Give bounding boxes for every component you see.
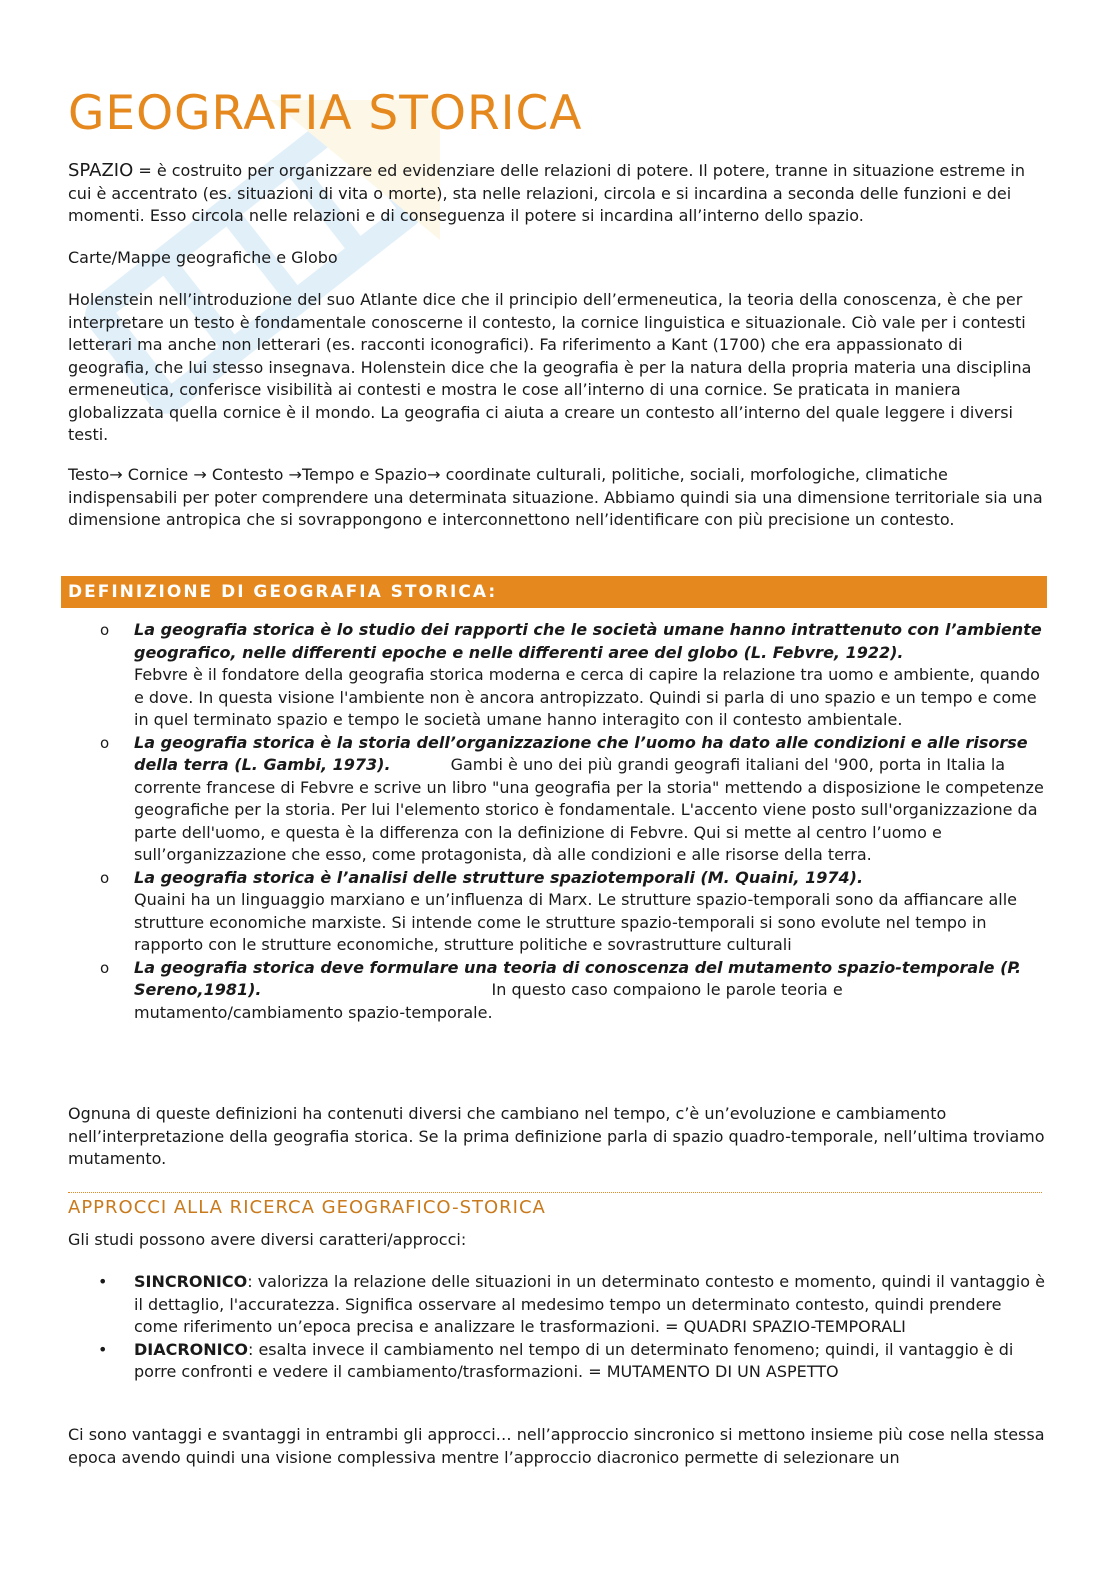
- section-heading-definizione: DEFINIZIONE DI GEOGRAFIA STORICA:: [61, 576, 1047, 608]
- approaches-list: [68, 1271, 1046, 1384]
- definition-quote: La geografia storica deve formulare una teoria di conoscenza del mutamento spazio-temporale (P. Sereno,1981).: [134, 957, 1022, 999]
- definition-list: [68, 619, 1046, 1024]
- holenstein-paragraph: Holenstein nell’introduzione del suo Atlante dice che il principio dell’ermeneutica, la teoria della conoscenza, è che per interpretare un testo è fondamentale conoscerne il contesto, la cornice linguistica e situazionale. Ciò vale per i contesti letterari ma anche non letterari (es. racconti iconografici). Fa riferimento a Kant (1700) che era appassionato di geografia, che lui stesso insegnava. Holenstein dice che la geografia è per la natura della propria materia una disciplina ermeneutica, conferisce visibilità ai contesti e mostra le cose all’interno di una cornice. Se praticata in maniera globalizzata quella cornice è il mondo. La geografia ci aiuta a creare un contesto all’interno del quale leggere i diversi testi.: [68, 290, 1032, 444]
- section-divider: [68, 1192, 1042, 1193]
- list-marker: o: [100, 868, 110, 887]
- closing-paragraph: Ci sono vantaggi e svantaggi in entrambi gli approcci… nell’approccio sincronico si mettono insieme più cose nella stessa epoca avendo quindi una visione complessiva mentre l’approccio diacronico permette di selezionare un: [68, 1425, 1045, 1467]
- definition-item: [68, 957, 1046, 1025]
- definition-item: [68, 732, 1046, 867]
- definition-quote: La geografia storica è l’analisi delle strutture spaziotemporali (M. Quaini, 1974).: [134, 867, 864, 887]
- definition-comment: Quaini ha un linguaggio marxiano e un’influenza di Marx. Le strutture spazio-temporali sono da affiancare alle strutture economiche marxiste. Si intende come le strutture spazio-temporali si sono evolute nel tempo in rapporto con le strutture economiche, strutture politiche e sovrastrutture culturali: [134, 890, 1017, 954]
- definition-comment: Gambi è uno dei più grandi geografi italiani del '900, porta in Italia la corrente francese di Febvre e scrive un libro "una geografia per la storia" mettendo a disposizione le competenze geografiche per la storia. Per lui l'elemento storico è fondamentale. L'accento viene posto sull'organizzazione da parte dell'uomo, e questa è la differenza con la definizione di Febvre. Qui si mette al centro l’uomo e sull’organizzazione che esso, come protagonista, dà alle condizioni e alle risorse della terra.: [134, 755, 1044, 864]
- definition-item: [68, 619, 1046, 732]
- bullet-marker: •: [98, 1339, 108, 1359]
- approach-text: : esalta invece il cambiamento nel tempo di un determinato fenomeno; quindi, il vantaggio è di porre confronti e vedere il cambiamento/trasformazioni. = MUTAMENTO DI UN ASPETTO: [134, 1339, 1014, 1381]
- approach-text: : valorizza la relazione delle situazioni in un determinato contesto e momento, quindi il vantaggio è il dettaglio, l'accuratezza. Significa osservare al medesimo tempo un determinato contesto, quindi prendere come riferimento un’epoca precisa e analizzare le trasformazioni. = QUADRI SPAZIO-TEMPORALI: [134, 1272, 1045, 1336]
- list-marker: o: [100, 621, 110, 639]
- intro-paragraph: [68, 160, 1046, 228]
- list-marker: o: [100, 733, 110, 752]
- subtopic-line: Carte/Mappe geografiche e Globo: [68, 248, 338, 267]
- intro-lead: SPAZIO: [68, 160, 134, 181]
- list-marker: o: [100, 958, 110, 977]
- list-item: [68, 1339, 1046, 1384]
- definition-quote: La geografia storica è lo studio dei rapporti che le società umane hanno intrattenuto con l’ambiente geografico, nelle differenti epoche e nelle differenti aree del globo (L. Febvre, 1922).: [134, 620, 1042, 662]
- approach-term: DIACRONICO: [134, 1339, 248, 1359]
- bullet-marker: •: [98, 1272, 108, 1291]
- list-item: [68, 1271, 1046, 1339]
- definition-quote: La geografia storica è la storia dell’organizzazione che l’uomo ha dato alle condizioni e alle risorse della terra (L. Gambi, 1973).: [134, 732, 1028, 774]
- approaches-intro: Gli studi possono avere diversi caratteri/approcci:: [68, 1230, 467, 1249]
- chain-paragraph: Testo→ Cornice → Contesto →Tempo e Spazio→ coordinate culturali, politiche, sociali, morfologiche, climatiche indispensabili per poter comprendere una determinata situazione. Abbiamo quindi sia una dimensione territoriale sia una dimensione antropica che si sovrappongono e interconnettono nell’identificare con più precisione un contesto.: [68, 465, 1043, 529]
- approach-term: SINCRONICO: [134, 1272, 248, 1291]
- summary-paragraph: Ognuna di queste definizioni ha contenuti diversi che cambiano nel tempo, c’è un’evoluzione e cambiamento nell’interpretazione della geografia storica. Se la prima definizione parla di spazio quadro-temporale, nell’ultima troviamo mutamento.: [68, 1104, 1045, 1168]
- page-title: GEOGRAFIA STORICA: [68, 86, 583, 141]
- definition-comment: Febvre è il fondatore della geografia storica moderna e cerca di capire la relazione tra uomo e ambiente, quando e dove. In questa visione l'ambiente non è ancora antropizzato. Quindi si parla di uno spazio e un tempo e come in quel terminato spazio e tempo le società umane hanno interagito con il contesto ambientale.: [134, 665, 1040, 729]
- intro-text: = è costruito per organizzare ed evidenziare delle relazioni di potere. Il potere, tranne in situazione estreme in cui è accentrato (es. situazioni di vita o morte), sta nelle relazioni, circola e si incardina a seconda delle funzioni e dei momenti. Esso circola nelle relazioni e di conseguenza il potere si incardina all’interno dello spazio.: [68, 161, 1025, 225]
- definition-comment: In questo caso compaiono le parole teoria e mutamento/cambiamento spazio-temporale.: [134, 980, 843, 1022]
- definition-item: [68, 867, 1046, 957]
- section-heading-approcci: APPROCCI ALLA RICERCA GEOGRAFICO-STORICA: [68, 1197, 546, 1218]
